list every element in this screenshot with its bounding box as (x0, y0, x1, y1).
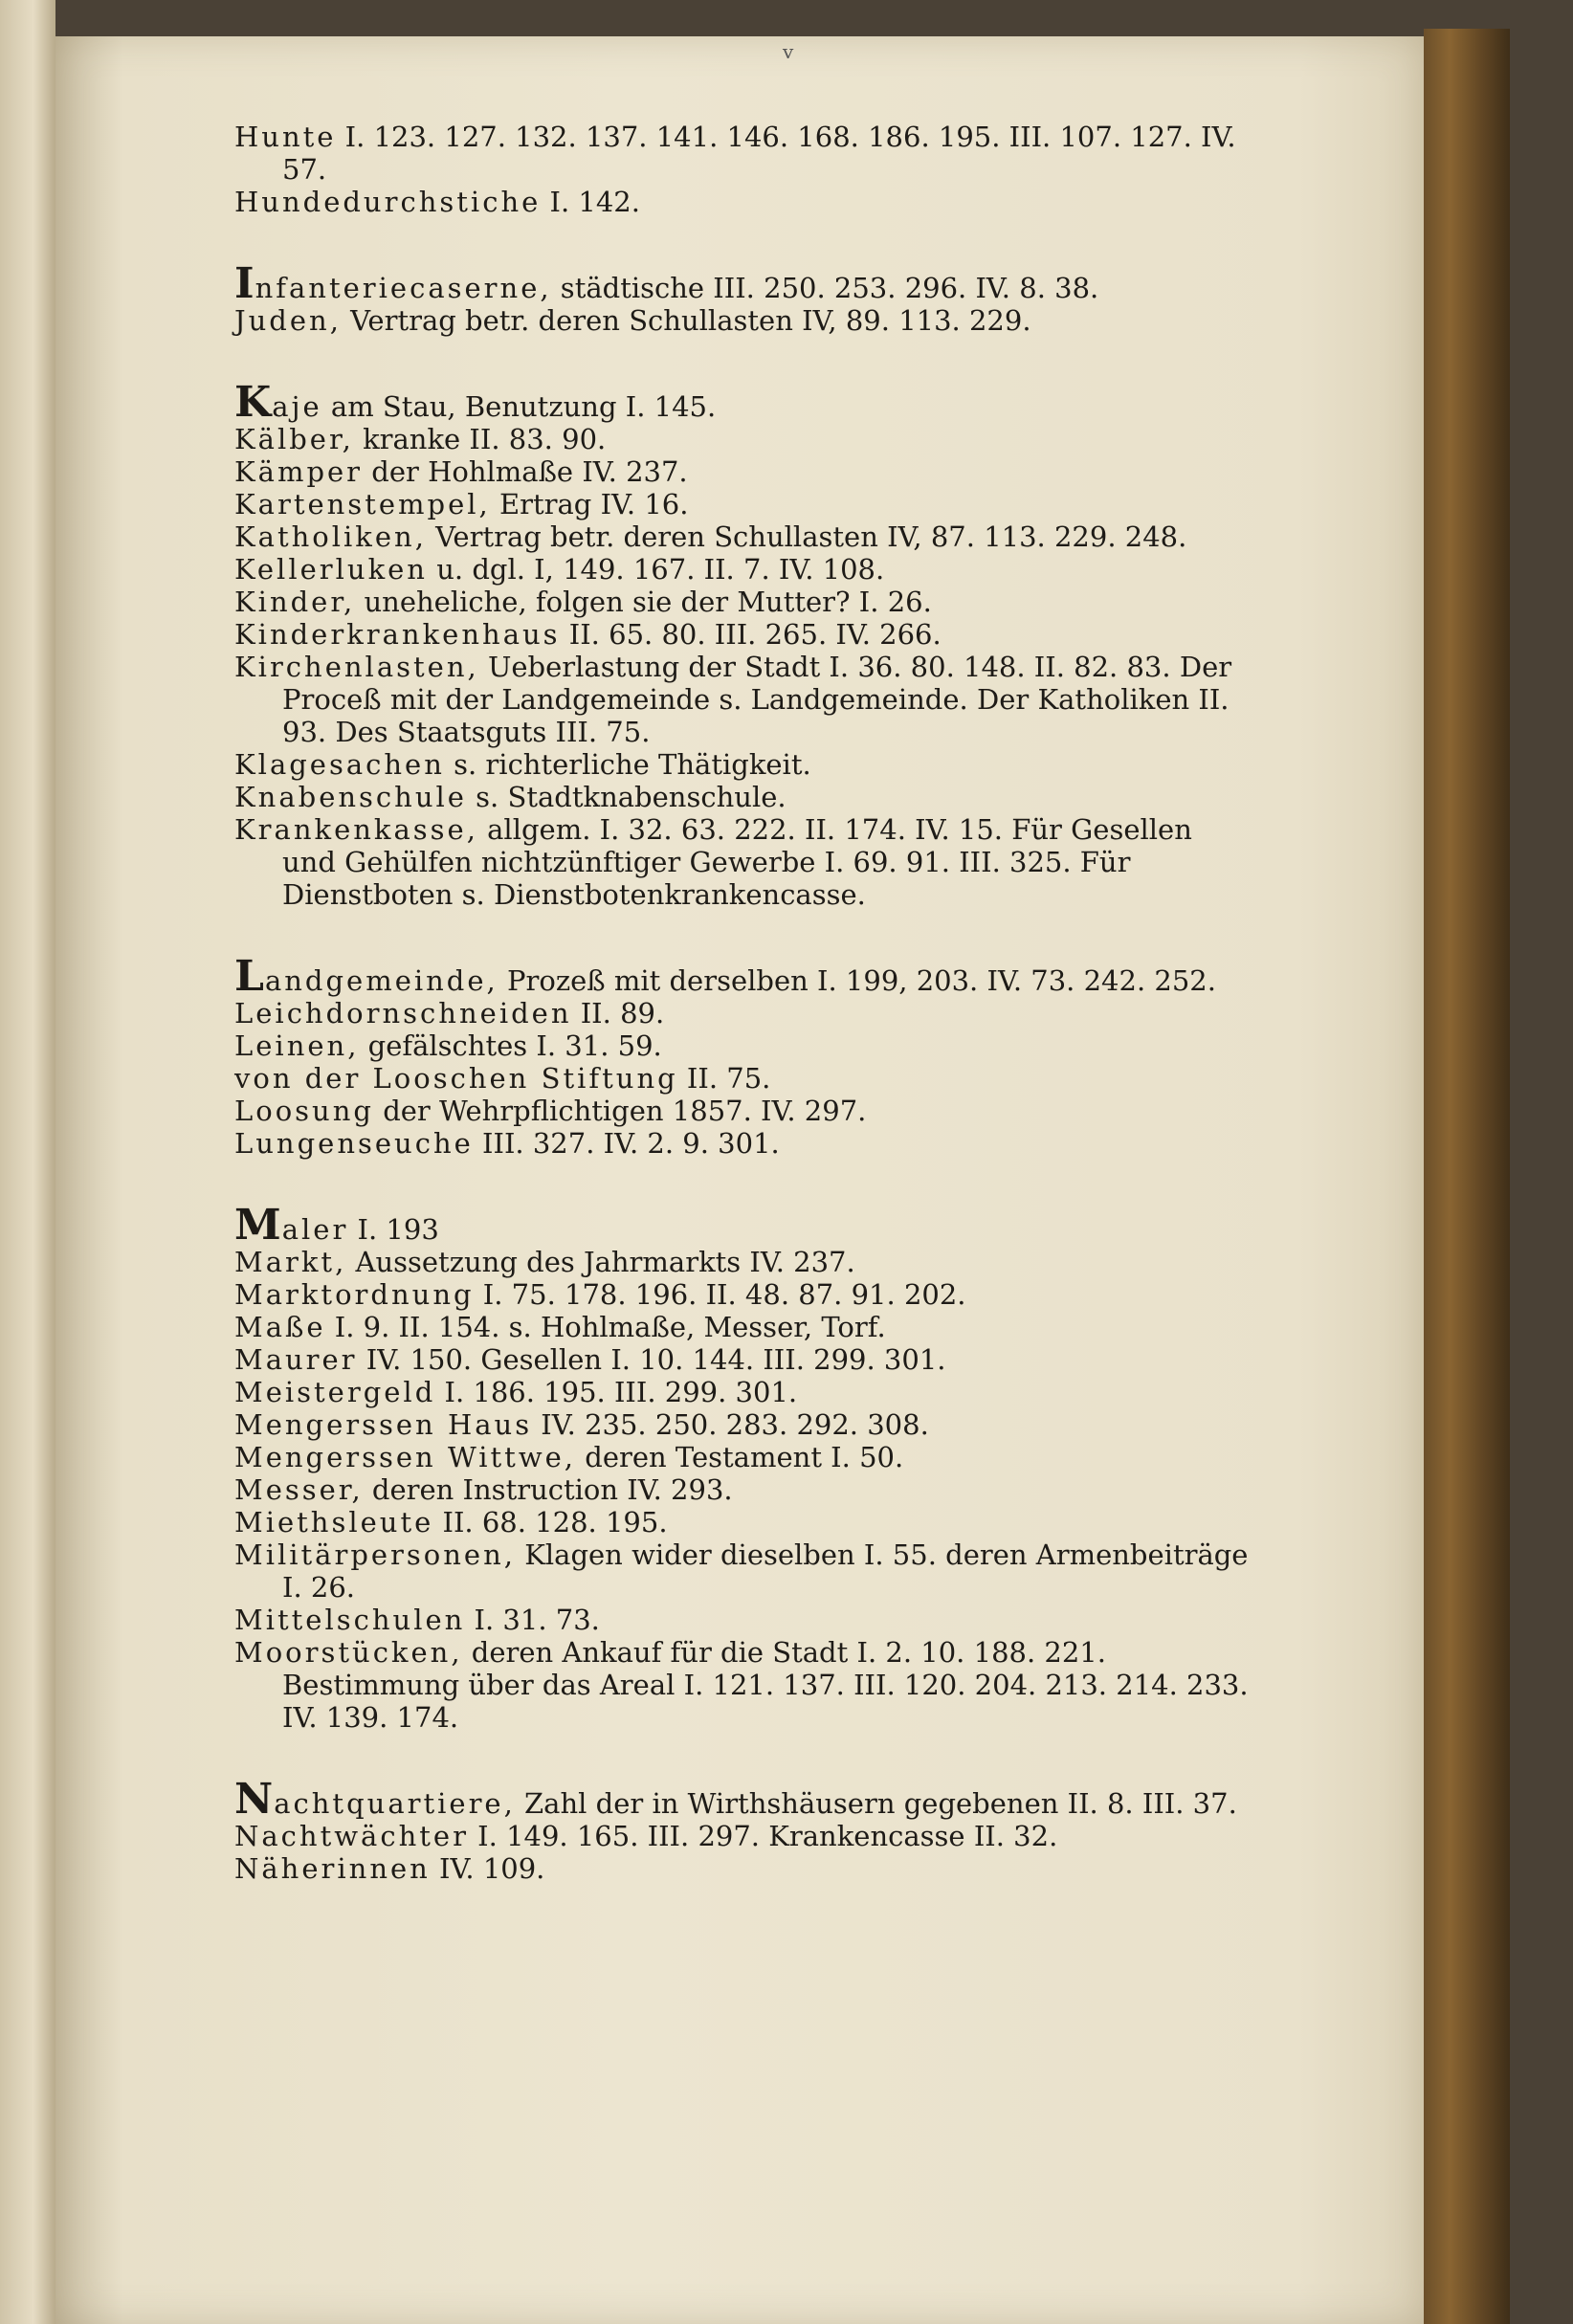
entry-references: I. 9. II. 154. s. Hohlmaße, Messer, Torf. (325, 1311, 886, 1343)
entry-references: II. 75. (677, 1062, 771, 1095)
entry-headword: Kinderkrankenhaus (234, 618, 561, 651)
index-entry (234, 651, 1249, 748)
entry-headword: Marktordnung (234, 1278, 475, 1311)
index-entry (234, 586, 1249, 618)
index-entry (234, 186, 1249, 218)
entry-headword: Landgemeinde, (234, 952, 498, 1001)
index-entry (234, 781, 1249, 813)
entry-headword: Leichdornschneiden (234, 997, 572, 1029)
index-entry (234, 997, 1249, 1029)
entry-references: deren Instruction IV. 293. (363, 1473, 733, 1506)
index-entry (234, 1775, 1249, 1824)
entry-references: I. 123. 127. 132. 137. 141. 146. 168. 186. 195. III. 107. 127. IV. 57. (282, 121, 1236, 186)
entry-headword: Kälber, (234, 423, 354, 455)
entry-references: Vertrag betr. deren Schullasten IV, 87. 113. 229. 248. (426, 520, 1187, 553)
entry-references: Vertrag betr. deren Schullasten IV, 89. 113. 229. (341, 304, 1031, 337)
index-entry (234, 1095, 1249, 1127)
index-entry (234, 748, 1249, 781)
book-binding (1424, 29, 1510, 2324)
entry-references: I. 142. (541, 186, 640, 218)
entry-headword: Nachtquartiere, (234, 1775, 516, 1824)
entry-references: der Hohlmaße IV. 237. (363, 455, 688, 488)
entry-headword: Hunte (234, 121, 337, 153)
entry-headword: Militärpersonen, (234, 1538, 516, 1571)
index-entries (234, 121, 1249, 1885)
index-entry (234, 1311, 1249, 1343)
entry-references: Aussetzung des Jahrmarkts IV. 237. (346, 1246, 855, 1278)
index-entry (234, 520, 1249, 553)
entry-references: deren Testament I. 50. (576, 1441, 904, 1473)
entry-references: Klagen wider dieselben I. 55. deren Armenbeiträge I. 26. (282, 1538, 1249, 1604)
entry-headword: Markt, (234, 1246, 347, 1278)
entry-headword: Infanteriecaserne, (234, 259, 552, 308)
entry-references: städtische III. 250. 253. 296. IV. 8. 38. (551, 272, 1099, 304)
entry-references: am Stau, Benutzung I. 145. (321, 390, 717, 423)
entry-headword: Loosung (234, 1095, 374, 1127)
entry-references: allgem. I. 32. 63. 222. II. 174. IV. 15. Für Gesellen und Gehülfen nichtzünftiger Gewerbe I. 69. 91. III. 325. Für Dienstboten s. Dienstbotenkrankencasse. (282, 813, 1192, 911)
index-entry (234, 121, 1249, 186)
entry-references: kranke II. 83. 90. (353, 423, 607, 455)
section-gap (234, 1160, 1249, 1209)
entry-headword: Kartenstempel, (234, 488, 491, 520)
index-entry (234, 1127, 1249, 1160)
entry-references: der Wehrpflichtigen 1857. IV. 297. (373, 1095, 867, 1127)
entry-headword: Lungenseuche (234, 1127, 474, 1160)
entry-references: Zahl der in Wirthshäusern gegebenen II. 8. III. 37. (515, 1787, 1237, 1820)
index-entry (234, 455, 1249, 488)
index-entry (234, 1278, 1249, 1311)
index-entry (234, 952, 1249, 1001)
entry-headword: Mengerssen Haus (234, 1408, 533, 1441)
index-entry (234, 618, 1249, 651)
index-entry (234, 1201, 1249, 1250)
index-entry (234, 259, 1249, 308)
left-page-edge (0, 0, 55, 2324)
index-entry (234, 1852, 1249, 1885)
index-entry (234, 1604, 1249, 1636)
index-entry (234, 1538, 1249, 1604)
entry-headword: Kämper (234, 455, 364, 488)
index-entry (234, 423, 1249, 455)
entry-headword: Maurer (234, 1343, 358, 1376)
entry-headword: Klagesachen (234, 748, 445, 781)
entry-references: I. 75. 178. 196. II. 48. 87. 91. 202. (474, 1278, 966, 1311)
index-entry (234, 304, 1249, 337)
index-entry (234, 1506, 1249, 1538)
entry-headword: Katholiken, (234, 520, 427, 553)
index-entry (234, 1376, 1249, 1408)
section-gap (234, 337, 1249, 387)
index-entry (234, 1473, 1249, 1506)
entry-headword: Messer, (234, 1473, 364, 1506)
entry-headword: Hundedurchstiche (234, 186, 542, 218)
entry-references: I. 31. 73. (465, 1604, 600, 1636)
entry-references: IV. 235. 250. 283. 292. 308. (532, 1408, 929, 1441)
entry-headword: Moorstücken, (234, 1636, 463, 1669)
entry-references: u. dgl. I, 149. 167. II. 7. IV. 108. (428, 553, 885, 586)
entry-headword: Mengerssen Wittwe, (234, 1441, 577, 1473)
index-entry (234, 1246, 1249, 1278)
section-gap (234, 911, 1249, 961)
entry-references: II. 68. 128. 195. (433, 1506, 668, 1538)
entry-headword: Leinen, (234, 1029, 360, 1062)
entry-headword: Miethsleute (234, 1506, 434, 1538)
entry-references: III. 327. IV. 2. 9. 301. (473, 1127, 780, 1160)
entry-headword: Knabenschule (234, 781, 467, 813)
section-gap (234, 1734, 1249, 1783)
entry-headword: Krankenkasse, (234, 813, 478, 846)
index-entry (234, 813, 1249, 911)
entry-references: Ueberlastung der Stadt I. 36. 80. 148. II. 82. 83. Der Proceß mit der Landgemeinde s. Landgemeinde. Der Katholiken II. 93. Des Staatsguts III. 75. (282, 651, 1232, 748)
entry-references: deren Ankauf für die Stadt I. 2. 10. 188. 221. Bestimmung über das Areal I. 121. 137. III. 120. 204. 213. 214. 233. IV. 139. 174. (282, 1636, 1249, 1734)
entry-references: s. richterliche Thätigkeit. (444, 748, 811, 781)
entry-headword: Kellerluken (234, 553, 428, 586)
entry-headword: Maße (234, 1311, 326, 1343)
entry-references: IV. 150. Gesellen I. 10. 144. III. 299. 301. (357, 1343, 946, 1376)
entry-references: s. Stadtknabenschule. (466, 781, 786, 813)
index-entry (234, 1029, 1249, 1062)
entry-references: II. 89. (571, 997, 665, 1029)
index-entry (234, 1062, 1249, 1095)
index-entry (234, 1820, 1249, 1852)
index-entry (234, 553, 1249, 586)
entry-headword: Mittelschulen (234, 1604, 466, 1636)
entry-headword: Juden, (234, 304, 342, 337)
section-gap (234, 218, 1249, 268)
signature-mark: v (783, 40, 794, 63)
entry-headword: Kirchenlasten, (234, 651, 479, 683)
entry-headword: Kaje (234, 378, 322, 427)
entry-headword: Kinder, (234, 586, 356, 618)
entry-references: I. 186. 195. III. 299. 301. (435, 1376, 798, 1408)
entry-references: Prozeß mit derselben I. 199, 203. IV. 73. 242. 252. (498, 964, 1216, 997)
entry-references: IV. 109. (430, 1852, 545, 1885)
entry-headword: von der Looschen Stiftung (234, 1062, 678, 1095)
index-entry (234, 1636, 1249, 1734)
entry-headword: Maler (234, 1201, 349, 1250)
entry-headword: Nachtwächter (234, 1820, 469, 1852)
index-entry (234, 488, 1249, 520)
index-entry (234, 1408, 1249, 1441)
entry-references: I. 193 (348, 1213, 439, 1246)
entry-headword: Näherinnen (234, 1852, 431, 1885)
entry-references: Ertrag IV. 16. (490, 488, 689, 520)
entry-references: uneheliche, folgen sie der Mutter? I. 26. (355, 586, 932, 618)
index-entry (234, 1441, 1249, 1473)
index-entry (234, 378, 1249, 427)
entry-headword: Meistergeld (234, 1376, 436, 1408)
entry-references: II. 65. 80. III. 265. IV. 266. (560, 618, 942, 651)
entry-references: I. 149. 165. III. 297. Krankencasse II. 32. (468, 1820, 1058, 1852)
index-entry (234, 1343, 1249, 1376)
entry-references: gefälschtes I. 31. 59. (359, 1029, 662, 1062)
